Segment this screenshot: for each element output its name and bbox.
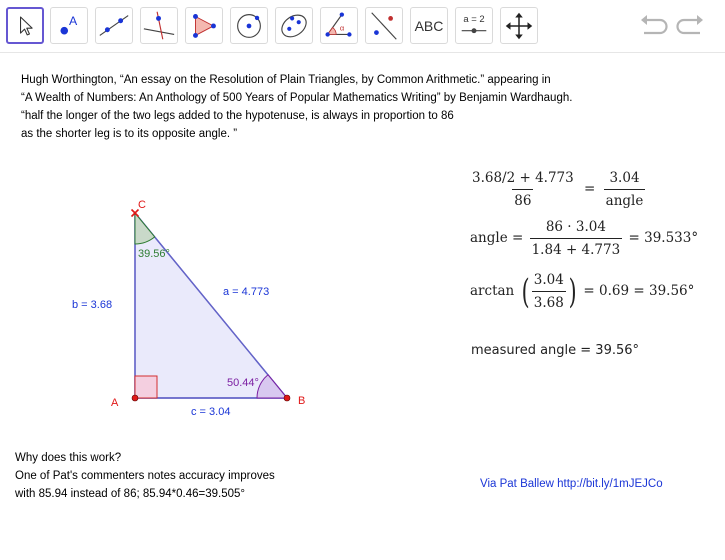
measured-angle-text: measured angle = 39.56° xyxy=(471,343,640,358)
right-angle-marker xyxy=(135,376,157,398)
quote-line-3: “half the longer of the two legs added to the hypotenuse, is always in proportion to 86 xyxy=(21,110,454,122)
equation-3-fraction xyxy=(532,272,566,311)
footer-line-3: with 85.94 instead of 86; 85.94*0.46=39.505° xyxy=(15,488,245,500)
angle-b-label: 50.44° xyxy=(227,377,259,389)
equation-angle xyxy=(470,219,698,258)
equation-proportion xyxy=(470,170,645,209)
equation-3-denominator: 3.68 xyxy=(532,291,566,311)
credit-link[interactable]: Via Pat Ballew http://bit.ly/1mJEJCo xyxy=(480,478,663,490)
equation-3-numerator: 3.04 xyxy=(533,272,564,288)
equation-1-rhs-numerator: 3.04 xyxy=(609,170,640,186)
quote-line-1: Hugh Worthington, “An essay on the Resolution of Plain Triangles, by Common Arithmetic.” appearing in xyxy=(21,74,551,86)
equation-1-rhs-denominator: angle xyxy=(604,189,646,209)
equation-1-lhs-fraction xyxy=(470,170,576,209)
angle-tool-label: α xyxy=(339,23,345,33)
equation-2-numerator: 86 · 3.04 xyxy=(545,219,606,235)
angle-c-label: 39.56° xyxy=(138,248,170,260)
quote-line-4: as the shorter leg is to its opposite angle. ” xyxy=(21,128,238,140)
side-b-label: b = 3.68 xyxy=(72,299,113,311)
equation-3-function: arctan xyxy=(470,283,515,299)
equation-1-rhs-fraction xyxy=(604,170,646,209)
slider-tool-label: a = 2 xyxy=(463,14,485,26)
vertex-b-point[interactable] xyxy=(284,395,290,401)
text-icon: ABC xyxy=(414,17,444,34)
equation-arctan: arctan ( $\frac{3.04}{3.68}$ ) = 0.69 = 39.56° xyxy=(470,271,695,312)
vertex-c-label: C xyxy=(138,199,146,211)
side-a-label: a = 4.773 xyxy=(223,286,270,298)
equation-2-result: = 39.533° xyxy=(628,230,699,246)
angle-c-marker xyxy=(135,213,155,244)
equation-1-lhs-numerator: 3.68/2 + 4.773 xyxy=(472,170,574,186)
footer-line-1: Why does this work? xyxy=(15,452,122,464)
side-c-label: c = 3.04 xyxy=(191,406,231,418)
vertex-b-label: B xyxy=(298,395,306,407)
equation-1-equals: = xyxy=(584,181,596,197)
point-tool-label: A xyxy=(69,14,78,29)
equation-2-lhs: angle = xyxy=(470,230,524,246)
equation-1-lhs-denominator: 86 xyxy=(512,189,533,209)
footer-line-2: One of Pat's commenters notes accuracy improves xyxy=(15,470,275,482)
equation-2-fraction xyxy=(530,219,623,258)
equation-2-denominator: 1.84 + 4.773 xyxy=(530,238,623,258)
equation-3-result: = 0.69 = 39.56° xyxy=(583,283,695,299)
vertex-a-point[interactable] xyxy=(132,395,138,401)
vertex-a-label: A xyxy=(111,397,119,409)
quote-line-2: “A Wealth of Numbers: An Anthology of 500 Years of Popular Mathematics Writing” by Benjamin Wardhaugh. xyxy=(21,92,573,104)
